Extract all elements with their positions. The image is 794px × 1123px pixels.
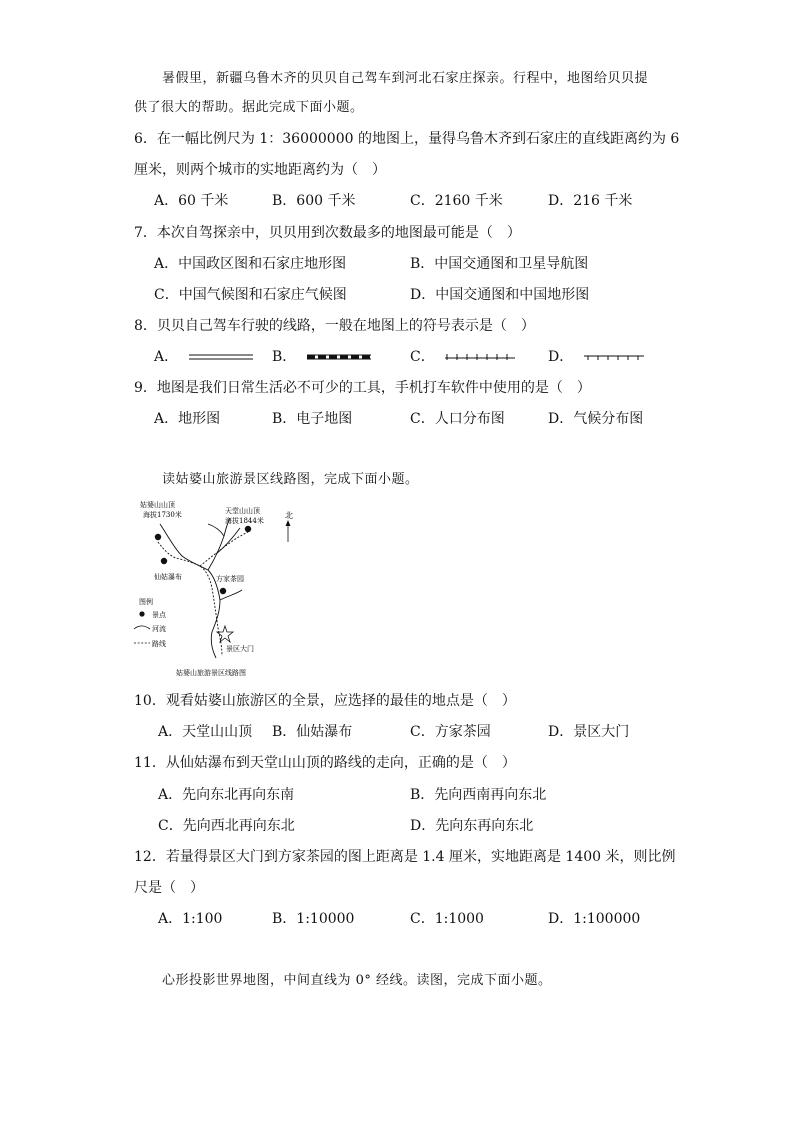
q9-stem: 9．地图是我们日常生活必不可少的工具，手机打车软件中使用的是（ ） (134, 380, 591, 396)
peak1-point (155, 534, 161, 540)
double-line-symbol (189, 353, 253, 361)
legend-point-icon (139, 611, 144, 616)
q7-option-b[interactable]: B．中国交通图和卫星导航图 (410, 256, 589, 272)
q11-option-c[interactable]: C．先向西北再向东北 (158, 818, 295, 834)
q8-option-a-label: A． (154, 349, 179, 365)
legend-river-label: 河流 (152, 625, 166, 633)
q12-option-b[interactable]: B．1:10000 (272, 911, 355, 927)
section2-intro: 读姑婆山旅游景区线路图，完成下面小题。 (162, 472, 419, 487)
tea-garden-point (220, 588, 226, 594)
legend-title: 图例 (139, 598, 153, 606)
legend-river-icon (134, 626, 150, 629)
peak1-name: 姑婆山山顶 (140, 501, 175, 509)
q12-option-c[interactable]: C．1:1000 (410, 911, 484, 927)
q10-option-a[interactable]: A．天堂山山顶 (158, 724, 253, 740)
tea-garden-label: 方家茶园 (216, 575, 244, 583)
q6-stem-line2: 厘米，则两个城市的实地距离约为（ ） (134, 162, 386, 178)
section1-intro-line1: 暑假里，新疆乌鲁木齐的贝贝自己驾车到河北石家庄探亲。行程中，地图给贝贝提 (162, 71, 649, 86)
legend-point-label: 景点 (152, 611, 166, 619)
q6-option-d[interactable]: D．216 千米 (548, 193, 633, 209)
q7-stem: 7．本次自驾探亲中，贝贝用到次数最多的地图最可能是（ ） (134, 225, 521, 241)
q9-option-a[interactable]: A．地形图 (154, 411, 221, 427)
peak2-name: 天堂山山顶 (225, 507, 260, 515)
waterfall-label: 仙姑瀑布 (154, 573, 182, 581)
q11-stem: 11．从仙姑瀑布到天堂山山顶的路线的走向，正确的是（ ） (134, 755, 516, 771)
q8-option-b-label: B． (272, 349, 297, 365)
q11-option-b[interactable]: B．先向西南再向东北 (410, 787, 547, 803)
q10-stem: 10．观看姑婆山旅游区的全景，应选择的最佳的地点是（ ） (134, 693, 516, 709)
boundary-tick-symbol (584, 353, 644, 361)
q9-option-c[interactable]: C．人口分布图 (410, 411, 505, 427)
section3-intro: 心形投影世界地图，中间直线为 0° 经线。读图，完成下面小题。 (162, 973, 552, 988)
q6-stem-line1: 6．在一幅比例尺为 1：36000000 的地图上，量得乌鲁木齐到石家庄的直线距离约为 6 (134, 131, 680, 147)
rivers (160, 518, 242, 658)
dashed-double-line-symbol (307, 353, 371, 361)
q8-option-c[interactable] (410, 348, 515, 366)
q6-option-c[interactable]: C．2160 千米 (410, 193, 503, 209)
peak2-point (245, 526, 251, 532)
north-label: 北 (285, 511, 293, 520)
q12-option-d[interactable]: D．1:100000 (548, 911, 641, 927)
gate-star-icon (217, 626, 233, 642)
q9-option-b[interactable]: B．电子地图 (272, 411, 353, 427)
q10-option-d[interactable]: D．景区大门 (548, 724, 630, 740)
q6-option-b[interactable]: B．600 千米 (272, 193, 356, 209)
q9-option-d[interactable]: D．气候分布图 (548, 411, 644, 427)
q12-stem-line1: 12．若量得景区大门到方家茶园的图上距离是 1.4 厘米，实地距离是 1400 米，则比例 (134, 849, 676, 865)
peak1-altitude: 海拔1730米 (143, 511, 182, 519)
railway-tick-symbol (445, 353, 515, 361)
gupo-mountain-route-map (130, 496, 310, 682)
map-caption: 姑婆山旅游景区线路图 (176, 669, 246, 677)
q11-option-d[interactable]: D．先向东再向东北 (410, 818, 534, 834)
q8-option-b[interactable] (272, 348, 371, 366)
q12-option-a[interactable]: A．1:100 (158, 911, 223, 927)
q12-stem-line2: 尺是（ ） (134, 880, 204, 896)
q8-option-d-label: D． (548, 349, 574, 365)
q7-option-a[interactable]: A．中国政区图和石家庄地形图 (154, 256, 347, 272)
q8-option-a[interactable] (154, 348, 253, 366)
q6-option-a[interactable]: A．60 千米 (154, 193, 229, 209)
waterfall-point (161, 558, 167, 564)
legend-route-label: 路线 (152, 640, 166, 648)
q11-option-a[interactable]: A．先向东北再向东南 (158, 787, 295, 803)
q10-option-c[interactable]: C．方家茶园 (410, 724, 491, 740)
q7-option-d[interactable]: D．中国交通图和中国地形图 (410, 287, 590, 303)
section1-intro-line2: 供了很大的帮助。据此完成下面小题。 (134, 100, 364, 115)
q7-option-c[interactable]: C．中国气候图和石家庄气候图 (154, 287, 347, 303)
q8-option-c-label: C． (410, 349, 435, 365)
peak2-altitude: 海拔1844米 (225, 517, 264, 525)
q8-stem: 8．贝贝自己驾车行驶的线路，一般在地图上的符号表示是（ ） (134, 318, 535, 334)
q8-option-d[interactable] (548, 348, 644, 366)
gate-label: 景区大门 (226, 645, 254, 653)
q10-option-b[interactable]: B．仙姑瀑布 (272, 724, 353, 740)
